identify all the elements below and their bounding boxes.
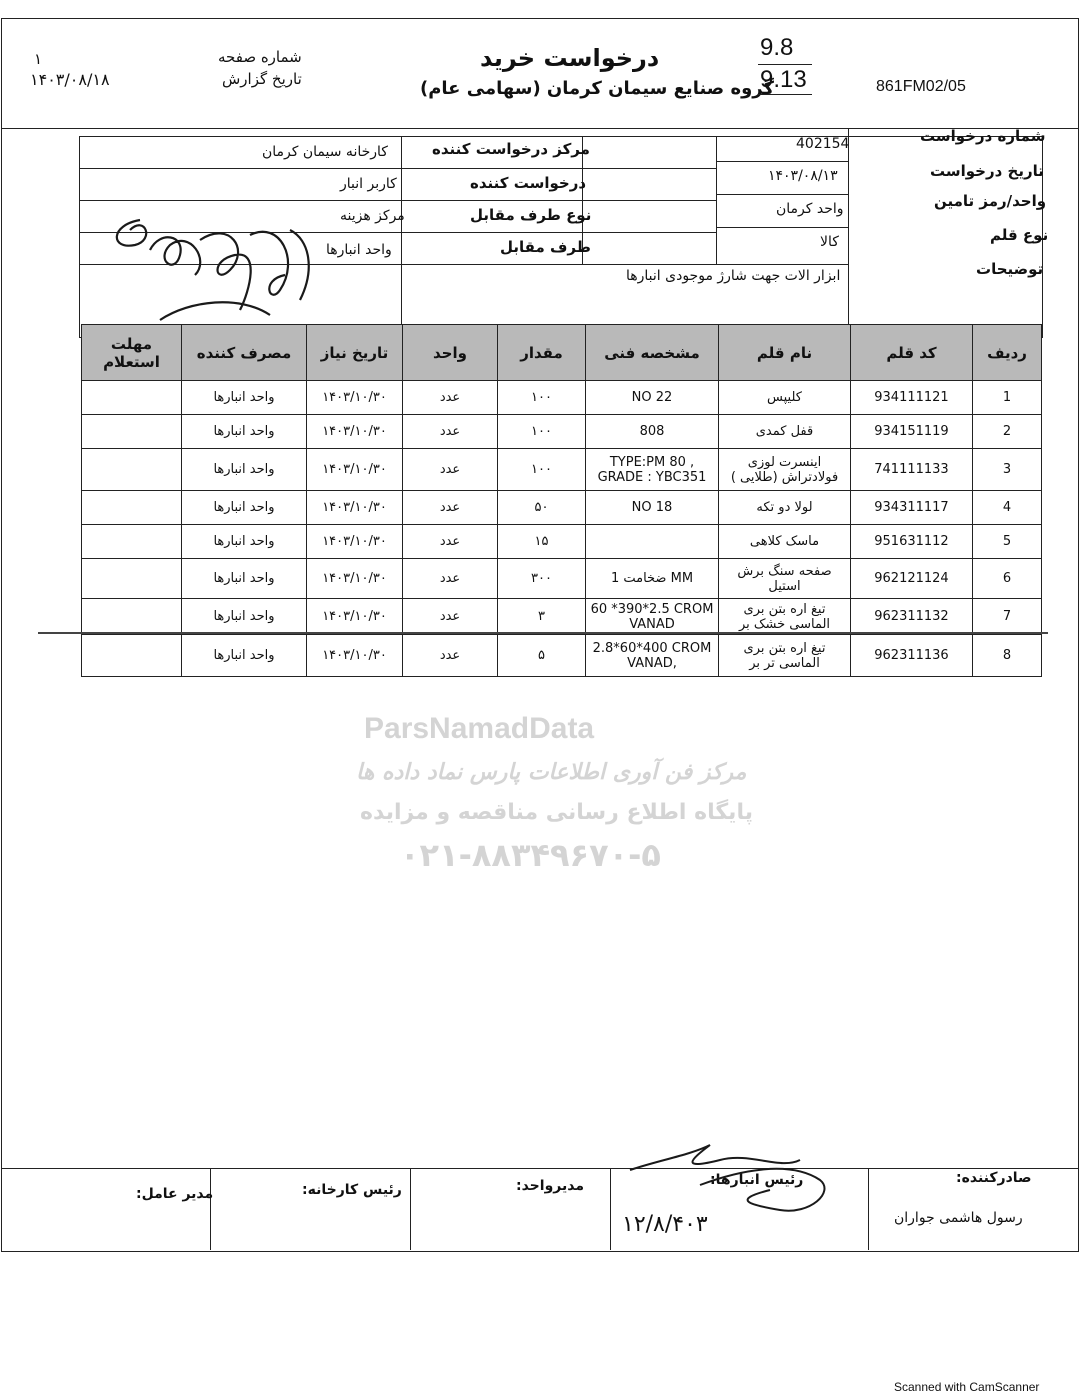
cell-deadline bbox=[82, 491, 182, 525]
table-header-row bbox=[82, 325, 1042, 381]
table-row bbox=[82, 635, 1042, 677]
issuer-label: صادرکننده: bbox=[956, 1170, 1032, 1186]
cell-deadline bbox=[82, 449, 182, 491]
footer-divider-4 bbox=[210, 1168, 211, 1250]
cell-unit: عدد bbox=[403, 449, 498, 491]
cell-qty: ۵ bbox=[498, 635, 586, 677]
requester-label: درخواست کننده bbox=[470, 174, 587, 192]
footer-divider-3 bbox=[410, 1168, 411, 1250]
cell-consumer: واحد انبارها bbox=[182, 559, 307, 599]
info-row-5 bbox=[716, 227, 848, 228]
description-value: ابزار الات جهت شارژ موجودی انبارها bbox=[626, 268, 841, 284]
cell-unit: عدد bbox=[403, 635, 498, 677]
unit-manager-label: مدیرواحد: bbox=[516, 1178, 584, 1194]
cell-spec: NO 18 bbox=[586, 491, 719, 525]
cell-consumer: واحد انبارها bbox=[182, 635, 307, 677]
info-divider-2 bbox=[716, 136, 717, 264]
cell-spec: TYPE:PM 80 , GRADE : YBC351 bbox=[586, 449, 719, 491]
watermark-brand: ParsNamadData bbox=[364, 712, 595, 745]
info-row-2 bbox=[79, 168, 716, 169]
cell-row: 1 bbox=[973, 381, 1042, 415]
cell-qty: ۱۵ bbox=[498, 525, 586, 559]
cell-consumer: واحد انبارها bbox=[182, 381, 307, 415]
cell-spec: NO 22 bbox=[586, 381, 719, 415]
cell-name: تیغ اره بتن بری الماسی خشک بر bbox=[719, 599, 851, 635]
scanner-credit: Scanned with CamScanner bbox=[894, 1380, 1040, 1394]
requester-value: کاربر انبار bbox=[340, 176, 397, 192]
cell-need-date: ۱۴۰۳/۱۰/۳۰ bbox=[307, 525, 403, 559]
cell-deadline bbox=[82, 415, 182, 449]
factory-head-label: رئیس کارخانه: bbox=[302, 1182, 402, 1198]
handwritten-underline-2 bbox=[758, 94, 812, 95]
cell-spec: 808 bbox=[586, 415, 719, 449]
watermark-phone: ۰۲۱-۸۸۳۴۹۶۷۰-۵ bbox=[400, 836, 661, 874]
cell-code: 934111121 bbox=[851, 381, 973, 415]
cell-name: لولا دو تکه bbox=[719, 491, 851, 525]
header-code: کد قلم bbox=[851, 325, 973, 381]
page-number-label: شماره صفحه bbox=[218, 48, 302, 66]
description-label: توضیحات bbox=[976, 260, 1044, 278]
request-number-label: شماره درخواست bbox=[920, 127, 1046, 145]
cell-row: 7 bbox=[973, 599, 1042, 635]
cell-need-date: ۱۴۰۳/۱۰/۳۰ bbox=[307, 635, 403, 677]
items-table bbox=[81, 324, 1042, 677]
request-date-label: تاریخ درخواست bbox=[930, 162, 1044, 180]
handwritten-footer-date: ۱۲/۸/۴۰۳ bbox=[622, 1212, 708, 1237]
header-consumer: مصرف کننده bbox=[182, 325, 307, 381]
info-divider-1 bbox=[848, 128, 849, 336]
cell-need-date: ۱۴۰۳/۱۰/۳۰ bbox=[307, 599, 403, 635]
cell-unit: عدد bbox=[403, 415, 498, 449]
cell-code: 741111133 bbox=[851, 449, 973, 491]
cell-spec: 2.8*60*400 CROM VANAD, bbox=[586, 635, 719, 677]
header-divider bbox=[1, 128, 1079, 129]
watermark-line1: مرکز فن آوری اطلاعات پارس نماد داده ها bbox=[356, 760, 747, 785]
cell-name: تیغ اره بتن بری الماسی تر بر bbox=[719, 635, 851, 677]
table-row bbox=[82, 415, 1042, 449]
header-spec: مشخصه فنی bbox=[586, 325, 719, 381]
cell-consumer: واحد انبارها bbox=[182, 525, 307, 559]
cell-deadline bbox=[82, 559, 182, 599]
cell-consumer: واحد انبارها bbox=[182, 599, 307, 635]
handwritten-underline bbox=[758, 64, 812, 65]
cell-qty: ۱۰۰ bbox=[498, 449, 586, 491]
page-number: ۱ bbox=[34, 50, 43, 68]
footer-signature bbox=[620, 1130, 860, 1220]
table-row bbox=[82, 559, 1042, 599]
info-row-1 bbox=[716, 161, 848, 162]
item-type-label: نوع قلم bbox=[990, 226, 1049, 244]
cell-name: کلیپس bbox=[719, 381, 851, 415]
cell-deadline bbox=[82, 525, 182, 559]
cell-need-date: ۱۴۰۳/۱۰/۳۰ bbox=[307, 381, 403, 415]
cell-row: 8 bbox=[973, 635, 1042, 677]
counterparty-type-label: نوع طرف مقابل bbox=[470, 206, 592, 224]
table-row bbox=[82, 491, 1042, 525]
form-code: 861FM02/05 bbox=[876, 78, 966, 95]
supplier-value: واحد کرمان bbox=[776, 201, 844, 217]
company-name: گروه صنایع سیمان کرمان (سهامی عام) bbox=[420, 78, 774, 99]
handwritten-number-top: 9.8 bbox=[760, 34, 794, 61]
cell-spec: 60 *390*2.5 CROM VANAD bbox=[586, 599, 719, 635]
cell-name: اینسرت لوزی فولادتراش (طلایی ) bbox=[719, 449, 851, 491]
item-type-value: کالا bbox=[820, 234, 839, 250]
footer-divider-1 bbox=[868, 1168, 869, 1250]
request-center-value: کارخانه سیمان کرمان bbox=[262, 144, 388, 160]
cell-code: 962121124 bbox=[851, 559, 973, 599]
cell-consumer: واحد انبارها bbox=[182, 491, 307, 525]
table-row bbox=[82, 449, 1042, 491]
cell-need-date: ۱۴۰۳/۱۰/۳۰ bbox=[307, 559, 403, 599]
cell-qty: ۳ bbox=[498, 599, 586, 635]
cell-unit: عدد bbox=[403, 525, 498, 559]
document-title: درخواست خرید bbox=[480, 44, 660, 72]
cell-qty: ۳۰۰ bbox=[498, 559, 586, 599]
cell-code: 962311132 bbox=[851, 599, 973, 635]
cell-row: 5 bbox=[973, 525, 1042, 559]
header-row: ردیف bbox=[973, 325, 1042, 381]
footer-top-line bbox=[1, 1168, 1079, 1169]
info-divider-4 bbox=[401, 136, 402, 336]
cell-row: 2 bbox=[973, 415, 1042, 449]
issuer-name: رسول هاشمی جواران bbox=[894, 1210, 1023, 1226]
cell-deadline bbox=[82, 599, 182, 635]
table-row bbox=[82, 525, 1042, 559]
paper-tear-line bbox=[38, 632, 1048, 634]
cell-unit: عدد bbox=[403, 559, 498, 599]
watermark-line2: پایگاه اطلاع رسانی مناقصه و مزایده bbox=[360, 800, 753, 825]
cell-row: 4 bbox=[973, 491, 1042, 525]
cell-need-date: ۱۴۰۳/۱۰/۳۰ bbox=[307, 449, 403, 491]
warehouse-head-label: رئیس انبارها: bbox=[710, 1172, 804, 1188]
cell-need-date: ۱۴۰۳/۱۰/۳۰ bbox=[307, 491, 403, 525]
cell-qty: ۱۰۰ bbox=[498, 415, 586, 449]
request-number: 402154 bbox=[796, 136, 850, 152]
table-row bbox=[82, 381, 1042, 415]
ceo-label: مدیر عامل: bbox=[136, 1186, 214, 1202]
header-name: نام قلم bbox=[719, 325, 851, 381]
header-need-date: تاریخ نیاز bbox=[307, 325, 403, 381]
cell-deadline bbox=[82, 635, 182, 677]
cell-row: 3 bbox=[973, 449, 1042, 491]
cell-code: 934151119 bbox=[851, 415, 973, 449]
cell-name: ماسک کلاهی bbox=[719, 525, 851, 559]
report-date: ۱۴۰۳/۰۸/۱۸ bbox=[30, 70, 110, 89]
cell-qty: ۱۰۰ bbox=[498, 381, 586, 415]
counterparty-value: واحد انبارها bbox=[326, 242, 392, 258]
info-row-3 bbox=[716, 194, 848, 195]
request-date: ۱۴۰۳/۰۸/۱۳ bbox=[768, 168, 838, 184]
cell-need-date: ۱۴۰۳/۱۰/۳۰ bbox=[307, 415, 403, 449]
cell-name: قفل کمدی bbox=[719, 415, 851, 449]
cell-qty: ۵۰ bbox=[498, 491, 586, 525]
header-qty: مقدار bbox=[498, 325, 586, 381]
cost-center-label: مرکز هزینه bbox=[340, 208, 405, 224]
cell-consumer: واحد انبارها bbox=[182, 415, 307, 449]
header-deadline: مهلت استعلام bbox=[82, 325, 182, 381]
cell-code: 962311136 bbox=[851, 635, 973, 677]
request-center-label: مرکز درخواست کننده bbox=[432, 140, 590, 158]
cell-code: 951631112 bbox=[851, 525, 973, 559]
report-date-label: تاریخ گزارش bbox=[222, 70, 302, 88]
header-unit: واحد bbox=[403, 325, 498, 381]
cell-spec bbox=[586, 525, 719, 559]
supplier-label: واحد/رمز تامین bbox=[934, 192, 1047, 210]
cell-consumer: واحد انبارها bbox=[182, 449, 307, 491]
cell-row: 6 bbox=[973, 559, 1042, 599]
cell-deadline bbox=[82, 381, 182, 415]
cell-code: 934311117 bbox=[851, 491, 973, 525]
cell-unit: عدد bbox=[403, 491, 498, 525]
cell-unit: عدد bbox=[403, 599, 498, 635]
cell-spec: ضخامت 1 MM bbox=[586, 559, 719, 599]
counterparty-label: طرف مقابل bbox=[500, 238, 591, 256]
handwritten-number-bottom: 9.13 bbox=[760, 66, 807, 93]
cell-name: صفحه سنگ برش استیل bbox=[719, 559, 851, 599]
cell-unit: عدد bbox=[403, 381, 498, 415]
footer-divider-2 bbox=[610, 1168, 611, 1250]
table-row bbox=[82, 599, 1042, 635]
